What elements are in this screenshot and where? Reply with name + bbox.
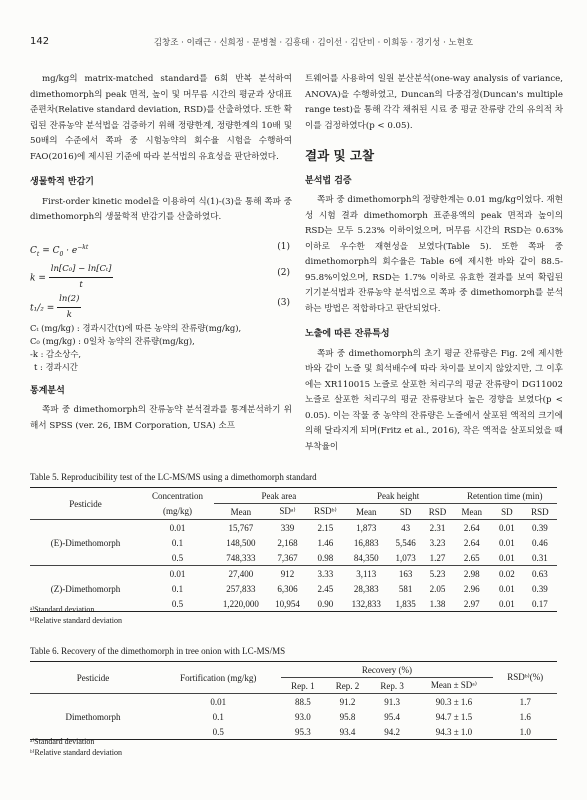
t5-header-rsd: RSD	[531, 506, 549, 517]
t6-header-rep2: Rep. 2	[335, 680, 360, 691]
table-cell: 0.01	[169, 568, 186, 579]
t5-header-mean: Mean	[230, 506, 252, 517]
table-cell: 0.98	[317, 552, 334, 563]
t5-footnote-a: ᵃ⁾Standard deviation	[30, 605, 95, 614]
right-column	[305, 72, 563, 455]
section-heading-half-life: 생물학적 반감기	[30, 177, 94, 187]
table-cell: 1.7	[519, 696, 531, 707]
eq1-rhs: = C	[42, 245, 60, 256]
table-cell: 339	[280, 522, 295, 533]
table-cell: 0.5	[171, 552, 184, 563]
eq2-number: (2)	[277, 267, 290, 278]
equation-3	[30, 290, 292, 320]
eq2-lhs: k =	[30, 273, 46, 283]
t5-header-sd: SD	[501, 506, 513, 517]
table-cell: 0.01	[498, 583, 515, 594]
table-cell: 95.3	[294, 726, 311, 737]
table-cell: 10,954	[275, 598, 300, 609]
table-cell: 95.4	[384, 711, 401, 722]
table-row	[30, 520, 557, 536]
table-cell: 84,350	[353, 552, 379, 563]
t5-header-sd: SDᵃ⁾	[279, 506, 296, 516]
table-cell: 1.38	[429, 598, 446, 609]
table-cell: 0.63	[531, 568, 548, 579]
table-cell: 2.15	[317, 522, 334, 533]
t6-header-mean-sd: Mean ± SDᵃ⁾	[430, 680, 477, 690]
table-cell: 2,168	[277, 537, 298, 548]
table-cell: 6,306	[277, 583, 298, 594]
table-cell: 0.01	[498, 537, 515, 548]
table5	[30, 487, 557, 612]
table-cell: 0.1	[171, 537, 184, 548]
section-heading-method-validation: 분석법 검증	[305, 175, 352, 186]
table-cell: 257,833	[226, 583, 256, 594]
t5-header-pesticide: Pesticide	[69, 498, 102, 509]
table-row	[30, 694, 557, 710]
table-cell: 5.23	[429, 568, 446, 579]
table-cell: 94.3 ± 1.0	[435, 726, 473, 737]
t5-header-peak-height: Peak height	[344, 488, 453, 504]
table-cell: 2.96	[463, 583, 480, 594]
table-cell: 0.01	[498, 598, 515, 609]
definition-t: t : 경과시간	[34, 361, 78, 372]
table-cell: 1.27	[429, 552, 446, 563]
table-cell: 0.5	[212, 726, 224, 737]
t6-body	[30, 694, 557, 740]
t5-header-mean: Mean	[355, 506, 377, 517]
table-cell: 1.6	[519, 711, 531, 722]
table-cell: 0.01	[498, 552, 515, 563]
eq2-numerator: ln[C₀] − ln[Cₜ]	[49, 262, 114, 279]
table-cell: 91.2	[339, 696, 356, 707]
paragraph-kinetic-model: First-order kinetic model을 이용하여 식(1)-(3)을 통해 쪽파 중 dimethomorph의 생물학적 반감기를 산출하였다.	[30, 196, 292, 222]
table-cell: 93.0	[294, 711, 311, 722]
t5-header-sd: SD	[399, 506, 412, 517]
table-cell: 28,383	[353, 583, 379, 594]
running-header	[30, 36, 557, 50]
t5-header-retention-time: Retention time (min)	[453, 488, 557, 504]
table-cell: 148,500	[226, 537, 256, 548]
section-heading-residue: 노출에 따른 잔류특성	[305, 329, 390, 339]
equation-2	[30, 260, 292, 290]
table-cell: 90.3 ± 1.6	[435, 696, 473, 707]
table-cell: 2.65	[463, 552, 480, 563]
table-cell: 94.7 ± 1.5	[435, 711, 473, 722]
table-cell: 94.2	[384, 726, 401, 737]
table-cell: 27,400	[228, 568, 254, 579]
paragraph-method-validation: mg/kg의 matrix-matched standard를 6회 반복 분석하여 dimethomorph의 peak 면적, 높이 및 머무름 시간의 평균과 상대표준편차(Relative standard deviation, RSD)를 산출하였다. 또한 확립된 잔류농약 분석법을 검증하기 위해 정량한계, 정량한계의 10배 및 50배의 수준에서 쪽파 중 시험농약의 회수율 시험을 수행하여 FAO(2016)에 제시된 기준에 따라 분석법의 유효성을 판단하였다.	[30, 74, 292, 162]
table-cell: 15,767	[228, 522, 254, 533]
table-cell: 2.64	[463, 522, 480, 533]
section-title-results: 결과 및 고찰	[305, 148, 375, 163]
t6-header-fortification: Fortification (mg/kg)	[180, 672, 257, 683]
table-cell: 0.01	[210, 696, 227, 707]
paragraph-residue-characteristics: 쪽파 중 dimethomorph의 초기 평균 잔류량은 Fig. 2에 제시한 바와 같이 노즐 및 희석배수에 따라 차이를 보이지 않았지만, 그 이후에는 XR110015 노즐로 살포한 처리구의 평균 잔류량이 DG11002 노즐로 살포한 처리구의 평균 잔류량보다 높은 경향을 보였다(p < 0.05). 이는 작물 중 농약의 잔류량은 노즐에서 살포된 액적의 크기에 의해 달라지게 되며(Fritz et al., 2016), 작은 액적을 살포되었을 때 부착율이	[305, 348, 563, 452]
table-cell: 0.01	[169, 522, 186, 533]
table-cell: 88.5	[294, 696, 311, 707]
t6-header-rep1: Rep. 1	[291, 680, 315, 691]
t5-header-concentration: Concentration	[152, 490, 203, 501]
table-cell: 0.46	[531, 537, 548, 548]
table-cell: 163	[398, 568, 413, 579]
table-cell: 0.1	[171, 583, 184, 594]
table5-caption: Table 5. Reproducibility test of the LC-MS/MS using a dimethomorph standard	[30, 472, 317, 482]
table-cell: 2.05	[429, 583, 446, 594]
table-cell: 3.23	[429, 537, 446, 548]
table-cell: 581	[398, 583, 413, 594]
t6-footnote-a: ᵃ⁾Standard deviation	[30, 737, 95, 746]
t5-header-rsd: RSD	[428, 506, 447, 517]
table-cell: 0.17	[531, 598, 548, 609]
table-cell: 2.31	[429, 522, 446, 533]
table-cell: 3.33	[317, 568, 334, 579]
table-cell: 1,835	[395, 598, 416, 609]
table-cell: 748,333	[226, 552, 256, 563]
t6-header-rep3: Rep. 3	[380, 680, 404, 691]
eq1-number: (1)	[277, 241, 290, 252]
table-cell: 93.4	[339, 726, 356, 737]
t6-footnote-b: ᵇ⁾Relative standard deviation	[30, 748, 122, 757]
left-column	[30, 72, 292, 434]
table-cell: 7,367	[277, 552, 298, 563]
eq3-denominator: k	[66, 310, 72, 320]
definition-c0: C₀ (mg/kg) : 0일차 농약의 잔류량(mg/kg),	[30, 335, 195, 346]
table-cell: 1.46	[317, 537, 334, 548]
table-cell: 2.97	[463, 598, 480, 609]
table-cell: 91.3	[384, 696, 401, 707]
pesticide-cell: (E)-Dimethomorph	[30, 520, 141, 566]
pesticide-cell: (Z)-Dimethomorph	[30, 566, 141, 612]
table-cell: 0.31	[531, 552, 548, 563]
paragraph-validation-results: 쪽파 중 dimethomorph의 정량한계는 0.01 mg/kg이었다. 재현성 시험 결과 dimethomorph 표준용액의 peak 면적과 높이의 RSD는 모두 5.23% 이하이었으며, 머무름 시간의 RSD는 0.63% 이하로 우수한 재현성을 보였다(Table 5). 또한 쪽파 중 dimethomorph의 회수율은 Table 6에 제시한 바와 같이 88.5-95.8%이었으며, RSD는 1.7% 이하로 유효한 결과를 보여 확립된 기기분석법과 잔류농약 분석법으로 쪽파 중 dimethomorph를 분석하는 방법은 적합하다고 판단되었다.	[305, 195, 563, 314]
t6-header-pesticide: Pesticide	[76, 672, 110, 683]
table-cell: 0.1	[212, 711, 224, 722]
table-cell: 0.39	[531, 583, 548, 594]
table-cell: 912	[280, 568, 295, 579]
table-cell: 0.01	[498, 522, 515, 533]
eq1-exponent: −kt	[77, 243, 89, 251]
definition-ct: Cₜ (mg/kg) : 경과시간(t)에 따른 농약의 잔류량(mg/kg),	[30, 322, 242, 333]
equation-1: $C_t = C_0 \cdot e^{-kt}$ (1)	[30, 241, 290, 258]
table-cell: 2.98	[463, 568, 480, 579]
table5-footnotes	[30, 604, 122, 626]
variable-definitions	[30, 322, 292, 374]
pesticide-cell: Dimethomorph	[30, 694, 156, 740]
table-cell: 132,833	[351, 598, 381, 609]
t5-header-concentration-unit: (mg/kg)	[163, 506, 192, 517]
t6-header-recovery: Recovery (%)	[281, 662, 494, 678]
table-cell: 0.02	[498, 568, 515, 579]
table-cell: 1.0	[519, 726, 531, 737]
t5-header-peak-area: Peak area	[214, 488, 344, 504]
t5-header-rsd: RSDᵇ⁾	[314, 506, 337, 516]
table-cell: 0.5	[171, 598, 184, 609]
table6	[30, 661, 557, 740]
table-cell: 0.90	[317, 598, 334, 609]
eq2-denominator: t	[79, 280, 83, 290]
eq3-numerator: ln(2)	[57, 292, 81, 309]
table-cell: 1,073	[395, 552, 416, 563]
paragraph-statistics: 쪽파 중 dimethomorph의 잔류농약 분석결과를 통계분석하기 위해서 SPSS (ver. 26, IBM Corporation, USA) 소프	[30, 405, 292, 431]
paragraph-anova: 트웨어를 사용하여 일원 분산분석(one-way analysis of variance, ANOVA)을 수행하였고, Duncan의 다중검정(Duncan's multiple range test)을 통해 각각 채취된 시료 중 평균 잔류량 간의 유의적 차이를 검정하였다(p < 0.05).	[305, 74, 563, 131]
t6-header-rsd: RSDᵇ⁾(%)	[507, 672, 544, 682]
t5-body	[30, 520, 557, 612]
definition-k: -k : 감소상수,	[30, 348, 82, 359]
table-cell: 2.64	[463, 537, 480, 548]
t5-header-mean: Mean	[461, 506, 483, 517]
table-cell: 5,546	[395, 537, 416, 548]
table-cell: 1,873	[356, 522, 377, 533]
t5-footnote-b: ᵇ⁾Relative standard deviation	[30, 616, 122, 625]
table6-caption: Table 6. Recovery of the dimethomorph in tree onion with LC-MS/MS	[30, 646, 286, 656]
section-heading-statistics: 통계분석	[30, 385, 65, 396]
table-cell: 1,220,000	[222, 598, 259, 609]
eq1-lhs: C	[30, 245, 37, 256]
eq3-number: (3)	[277, 297, 290, 308]
eq3-lhs: t₁/₂ =	[30, 303, 55, 313]
table-cell: 95.8	[339, 711, 356, 722]
table-cell: 43	[401, 522, 411, 533]
table-row	[30, 566, 557, 582]
author-list: 김창조 · 이래근 · 신희정 · 문병철 · 김흥태 · 김이선 · 김단비 · 이희동 · 경기성 · 노현호	[153, 38, 474, 48]
table-cell: 0.39	[531, 522, 548, 533]
table-cell: 3,113	[356, 568, 377, 579]
table-cell: 2.45	[317, 583, 334, 594]
table6-footnotes	[30, 736, 122, 758]
table-cell: 16,883	[353, 537, 379, 548]
page-number: 142	[30, 36, 50, 47]
